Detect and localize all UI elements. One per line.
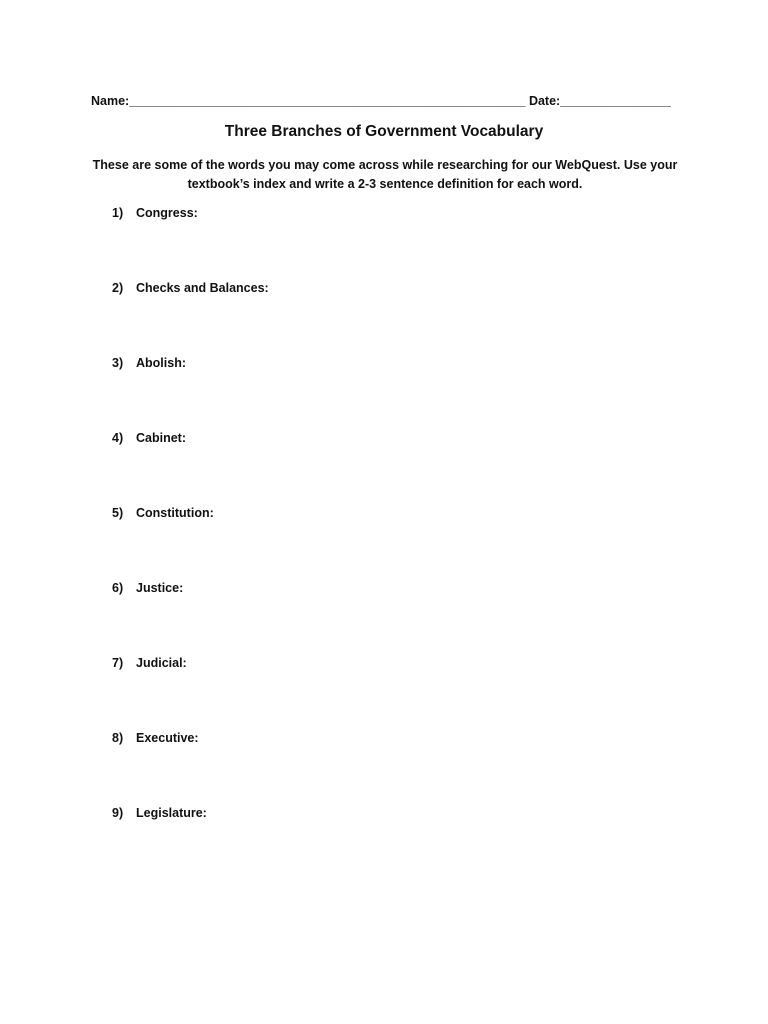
vocab-item-executive (112, 730, 199, 746)
page-title: Three Branches of Government Vocabulary (224, 123, 544, 140)
vocab-number: 8) (112, 731, 124, 745)
vocab-number: 3) (112, 356, 124, 370)
vocab-term: Justice: (136, 581, 184, 595)
vocab-item-congress (112, 205, 198, 221)
name-date-line: Name:_________________________________________________________ Date:________________ (91, 94, 671, 108)
vocab-number: 9) (112, 806, 124, 820)
vocab-number: 5) (112, 506, 124, 520)
instructions-line-2: textbook’s index and write a 2-3 sentence definition for each word. (187, 177, 583, 191)
vocab-number: 4) (112, 431, 124, 445)
vocab-item-justice (112, 580, 183, 596)
vocab-number: 7) (112, 656, 124, 670)
vocab-item-cabinet (112, 430, 186, 446)
vocab-number: 6) (112, 581, 124, 595)
vocab-item-legislature (112, 805, 207, 821)
vocab-term: Executive: (136, 731, 199, 745)
instructions-line-1: These are some of the words you may come across while researching for our WebQuest. Use your (92, 158, 678, 172)
vocab-term: Legislature: (136, 806, 207, 820)
vocab-item-checks-and-balances (112, 280, 269, 296)
vocab-term: Judicial: (136, 656, 187, 670)
vocab-term: Checks and Balances: (136, 281, 269, 295)
vocab-term: Congress: (136, 206, 198, 220)
vocab-term: Cabinet: (136, 431, 186, 445)
vocab-number: 1) (112, 206, 124, 220)
vocab-term: Abolish: (136, 356, 186, 370)
vocab-term: Constitution: (136, 506, 214, 520)
vocab-item-judicial (112, 655, 187, 671)
vocab-item-constitution (112, 505, 214, 521)
vocab-number: 2) (112, 281, 124, 295)
vocab-item-abolish (112, 355, 186, 371)
